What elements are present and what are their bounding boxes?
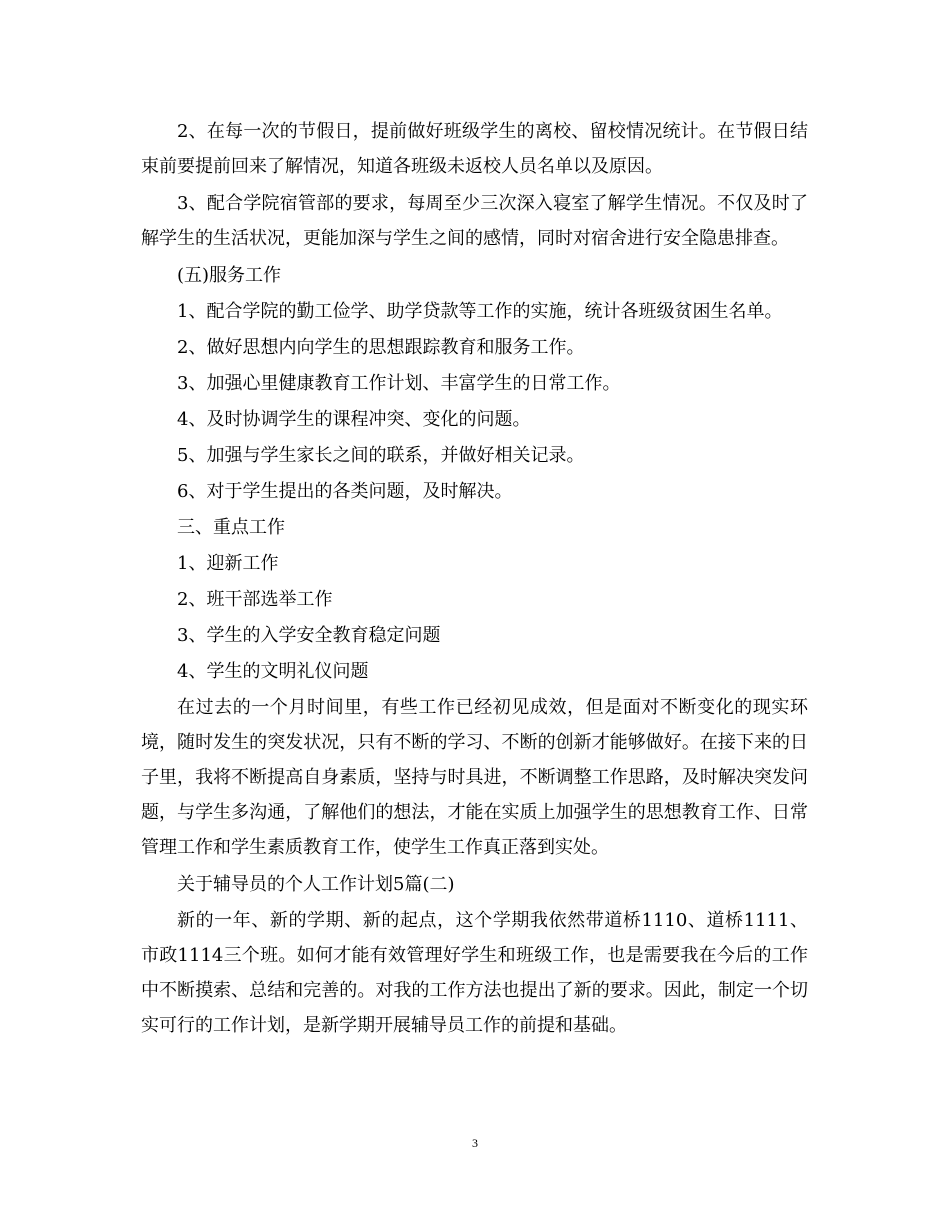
list-item-service-3: 3、加强心里健康教育工作计划、丰富学生的日常工作。 xyxy=(177,373,621,394)
paragraph-dormitory-visits: 3、配合学院宿管部的要求，每周至少三次深入寝室了解学生情况。不仅及时了解学生的生活状况，更能加深与学生之间的感情，同时对宿舍进行安全隐患排查。 xyxy=(141,193,808,249)
document-body xyxy=(141,114,808,1045)
list-item-service-1: 1、配合学院的勤工俭学、助学贷款等工作的实施，统计各班级贫困生名单。 xyxy=(177,301,783,322)
list-item-service-2: 2、做好思想内向学生的思想跟踪教育和服务工作。 xyxy=(177,337,585,358)
list-item-key-4: 4、学生的文明礼仪问题 xyxy=(177,661,369,682)
article-subtitle: 关于辅导员的个人工作计划5篇(二) xyxy=(177,874,455,895)
page-number: 3 xyxy=(472,1136,478,1150)
list-item-key-3: 3、学生的入学安全教育稳定问题 xyxy=(177,625,441,646)
list-item-service-5: 5、加强与学生家长之间的联系，并做好相关记录。 xyxy=(177,445,585,466)
list-item-service-6: 6、对于学生提出的各类问题，及时解决。 xyxy=(177,481,513,502)
paragraph-holiday-statistics: 2、在每一次的节假日，提前做好班级学生的离校、留校情况统计。在节假日结束前要提前回来了解情况，知道各班级未返校人员名单以及原因。 xyxy=(141,121,808,177)
list-item-service-4: 4、及时协调学生的课程冲突、变化的问题。 xyxy=(177,409,531,430)
list-item-key-1: 1、迎新工作 xyxy=(177,553,279,574)
section-heading-service-work: (五)服务工作 xyxy=(177,265,282,286)
section-heading-key-work: 三、重点工作 xyxy=(177,517,285,538)
paragraph-new-semester: 新的一年、新的学期、新的起点，这个学期我依然带道桥1110、道桥1111、市政1114三个班。如何才能有效管理好学生和班级工作，也是需要我在今后的工作中不断摸索、总结和完善的。对我的工作方法也提出了新的要求。因此，制定一个切实可行的工作计划，是新学期开展辅导员工作的前提和基础。 xyxy=(141,910,808,1036)
paragraph-summary: 在过去的一个月时间里，有些工作已经初见成效，但是面对不断变化的现实环境，随时发生的突发状况，只有不断的学习、不断的创新才能够做好。在接下来的日子里，我将不断提高自身素质，坚持与时具进，不断调整工作思路，及时解决突发问题，与学生多沟通，了解他们的想法，才能在实质上加强学生的思想教育工作、日常管理工作和学生素质教育工作，使学生工作真正落到实处。 xyxy=(141,697,808,858)
list-item-key-2: 2、班干部选举工作 xyxy=(177,589,333,610)
